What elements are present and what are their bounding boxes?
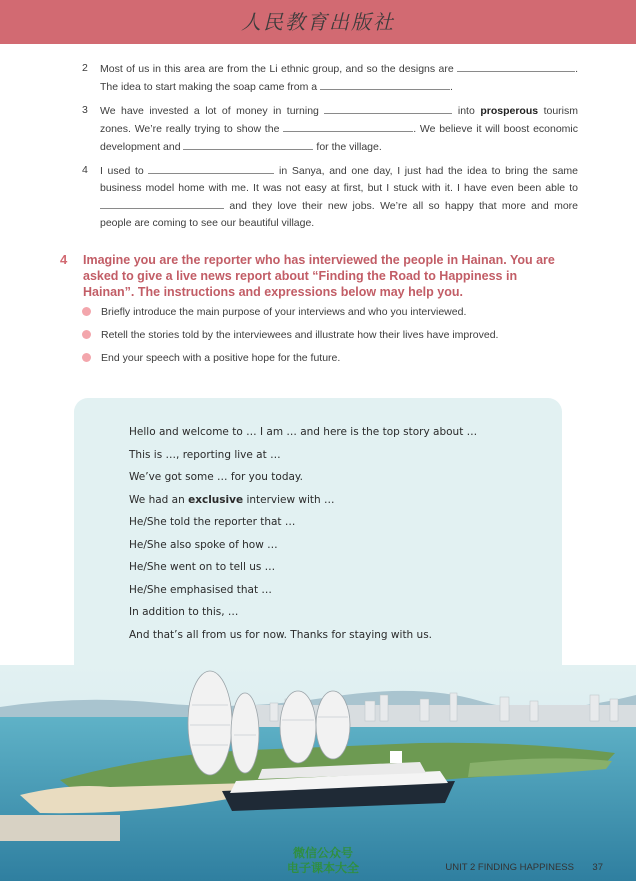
bullet-text: Briefly introduce the main purpose of your interviews and who you interviewed. [101, 306, 467, 318]
task-4 [60, 252, 560, 300]
item-text: tourism zones. We’re really trying to show the [100, 105, 579, 135]
expression: He/She also spoke of how … [129, 538, 278, 551]
expression: Hello and welcome to … I am … and here is the top story about … [129, 426, 478, 438]
bold-word: prosperous [480, 105, 539, 117]
bullet-dot-icon [82, 307, 91, 316]
answer-blank[interactable] [320, 78, 450, 90]
expression: He/She told the reporter that … [129, 516, 296, 528]
bullet-text: End your speech with a positive hope for the future. [101, 352, 341, 364]
expression-text: interview with … [243, 493, 335, 506]
bullet-dot-icon [82, 330, 91, 339]
bullet-item [82, 329, 562, 342]
item-text: . The idea to start making the soap came from a [100, 63, 578, 93]
expression: He/She emphasised that … [129, 583, 272, 596]
bullet-item [82, 352, 562, 365]
instruction-list [82, 306, 562, 375]
item-text: . [450, 81, 453, 93]
item-text: Most of us in this area are from the Li ethnic group, and so the designs are [100, 63, 458, 75]
item-text: . We believe it will boost economic development and [100, 123, 579, 153]
expression: He/She went on to tell us … [129, 561, 276, 573]
answer-blank[interactable] [148, 162, 274, 174]
exercise-items [82, 60, 578, 238]
expression: In addition to this, … [129, 606, 239, 618]
expressions-list [129, 424, 549, 649]
expression: We’ve got some … for you today. [129, 471, 303, 483]
item-text: We have invested a lot of money in turning [100, 105, 325, 117]
bold-word: exclusive [188, 493, 244, 506]
item-3 [82, 102, 578, 156]
item-text: into [452, 105, 481, 117]
publisher-logo: 人民教育出版社 [241, 10, 395, 34]
item-text: I used to [100, 165, 149, 177]
item-4 [82, 162, 578, 232]
watermark-line: 电子课本大全 [286, 861, 359, 875]
item-text: for the village. [313, 141, 382, 153]
watermark [268, 846, 378, 876]
expression: And that’s all from us for now. Thanks for staying with us. [129, 628, 433, 641]
bullet-item [82, 306, 562, 319]
task-number: 4 [60, 252, 68, 267]
answer-blank[interactable] [324, 102, 452, 114]
bullet-text: Retell the stories told by the interviewees and illustrate how their lives have improved. [101, 329, 499, 341]
expression [129, 492, 549, 515]
bullet-dot-icon [82, 353, 91, 362]
answer-blank[interactable] [100, 197, 224, 209]
item-number: 2 [82, 62, 88, 74]
expression: This is …, reporting live at … [129, 448, 281, 461]
item-text: and they love their new jobs. We’re all so happy that more and more people are coming to see our beautiful village. [100, 200, 578, 229]
answer-blank[interactable] [283, 120, 413, 132]
item-2 [82, 60, 578, 96]
answer-blank[interactable] [183, 138, 313, 150]
page-number: 37 [592, 862, 603, 873]
task-instructions: Imagine you are the reporter who has interviewed the people in Hainan. You are asked to give a live news report about “Finding the Road to Happiness in Hainan”. The instructions and expressions below may help you. [83, 253, 555, 299]
answer-blank[interactable] [457, 60, 575, 72]
unit-label: UNIT 2 FINDING HAPPINESS [445, 862, 574, 873]
page-header [0, 0, 636, 44]
watermark-line: 微信公众号 [292, 846, 353, 860]
item-number: 3 [82, 104, 88, 116]
expression-text: We had an [129, 493, 189, 506]
item-text: in Sanya, and one day, I just had the idea to bring the same business model home with me. It was not easy at first, but I stuck with it. I have even been able to [100, 165, 578, 194]
item-number: 4 [82, 164, 88, 176]
